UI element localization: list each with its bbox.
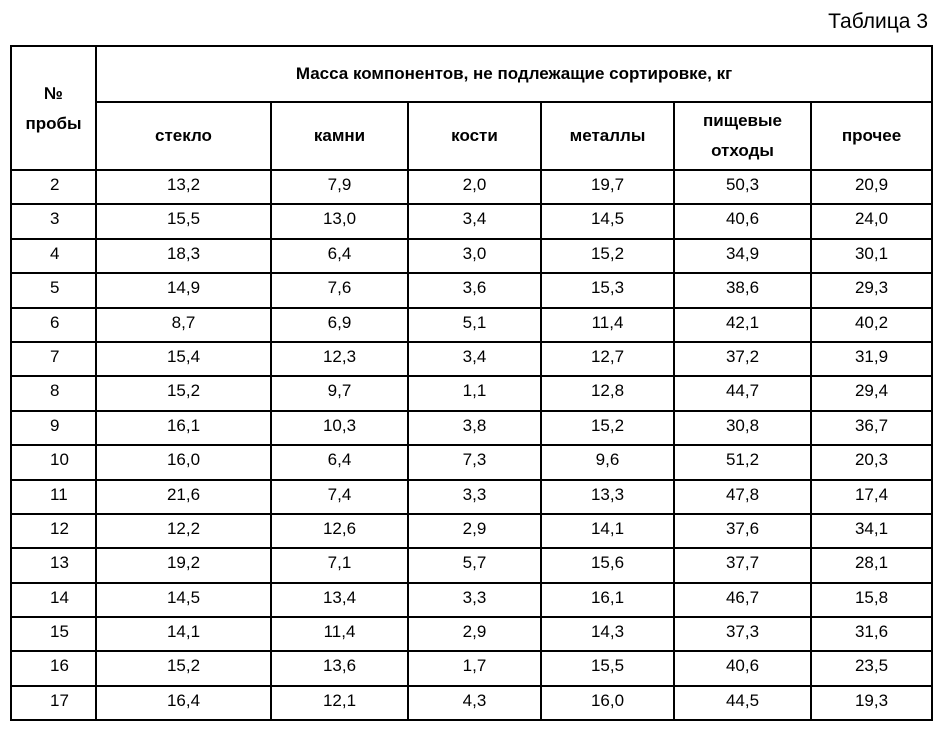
sample-number-cell: 12 bbox=[11, 514, 96, 548]
column-header-stones: камни bbox=[271, 102, 408, 170]
table-row bbox=[11, 651, 932, 685]
value-cell-bones: 2,9 bbox=[408, 514, 541, 548]
value-cell-glass: 12,2 bbox=[96, 514, 271, 548]
sample-number-header bbox=[11, 46, 96, 170]
sample-number-cell: 8 bbox=[11, 376, 96, 410]
value-cell-stones: 10,3 bbox=[271, 411, 408, 445]
component-mass-group-header: Масса компонентов, не подлежащие сортировке, кг bbox=[96, 46, 932, 102]
value-cell-bones: 2,0 bbox=[408, 170, 541, 204]
value-cell-glass: 8,7 bbox=[96, 308, 271, 342]
sample-number-cell: 7 bbox=[11, 342, 96, 376]
sample-number-cell: 16 bbox=[11, 651, 96, 685]
value-cell-stones: 6,9 bbox=[271, 308, 408, 342]
value-cell-food-waste: 44,5 bbox=[674, 686, 811, 720]
value-cell-food-waste: 40,6 bbox=[674, 204, 811, 238]
value-cell-food-waste: 37,3 bbox=[674, 617, 811, 651]
table-row bbox=[11, 204, 932, 238]
value-cell-metals: 15,2 bbox=[541, 411, 674, 445]
value-cell-glass: 15,4 bbox=[96, 342, 271, 376]
value-cell-other: 30,1 bbox=[811, 239, 932, 273]
column-header-bones: кости bbox=[408, 102, 541, 170]
value-cell-stones: 6,4 bbox=[271, 239, 408, 273]
value-cell-bones: 3,0 bbox=[408, 239, 541, 273]
value-cell-bones: 3,3 bbox=[408, 583, 541, 617]
value-cell-bones: 1,1 bbox=[408, 376, 541, 410]
value-cell-food-waste: 37,7 bbox=[674, 548, 811, 582]
sample-number-cell: 6 bbox=[11, 308, 96, 342]
table-row bbox=[11, 514, 932, 548]
value-cell-stones: 12,3 bbox=[271, 342, 408, 376]
value-cell-bones: 3,3 bbox=[408, 480, 541, 514]
value-cell-glass: 15,2 bbox=[96, 376, 271, 410]
value-cell-glass: 16,1 bbox=[96, 411, 271, 445]
value-cell-food-waste: 37,6 bbox=[674, 514, 811, 548]
table-row bbox=[11, 411, 932, 445]
value-cell-bones: 1,7 bbox=[408, 651, 541, 685]
value-cell-bones: 3,4 bbox=[408, 204, 541, 238]
table-row bbox=[11, 273, 932, 307]
value-cell-glass: 19,2 bbox=[96, 548, 271, 582]
value-cell-other: 31,9 bbox=[811, 342, 932, 376]
value-cell-other: 17,4 bbox=[811, 480, 932, 514]
table-caption: Таблица 3 bbox=[828, 10, 928, 33]
value-cell-food-waste: 47,8 bbox=[674, 480, 811, 514]
value-cell-other: 34,1 bbox=[811, 514, 932, 548]
value-cell-glass: 14,5 bbox=[96, 583, 271, 617]
value-cell-glass: 14,9 bbox=[96, 273, 271, 307]
value-cell-food-waste: 42,1 bbox=[674, 308, 811, 342]
value-cell-food-waste: 34,9 bbox=[674, 239, 811, 273]
value-cell-bones: 2,9 bbox=[408, 617, 541, 651]
table-row bbox=[11, 445, 932, 479]
value-cell-glass: 16,4 bbox=[96, 686, 271, 720]
sample-number-cell: 9 bbox=[11, 411, 96, 445]
value-cell-stones: 13,4 bbox=[271, 583, 408, 617]
value-cell-stones: 13,6 bbox=[271, 651, 408, 685]
value-cell-metals: 19,7 bbox=[541, 170, 674, 204]
column-header-glass: стекло bbox=[96, 102, 271, 170]
value-cell-stones: 9,7 bbox=[271, 376, 408, 410]
value-cell-stones: 7,6 bbox=[271, 273, 408, 307]
value-cell-food-waste: 44,7 bbox=[674, 376, 811, 410]
value-cell-stones: 12,6 bbox=[271, 514, 408, 548]
value-cell-other: 31,6 bbox=[811, 617, 932, 651]
value-cell-stones: 6,4 bbox=[271, 445, 408, 479]
value-cell-other: 20,3 bbox=[811, 445, 932, 479]
value-cell-glass: 16,0 bbox=[96, 445, 271, 479]
sample-number-header-line1: № bbox=[44, 84, 63, 103]
header-row-group bbox=[11, 46, 932, 102]
table-row bbox=[11, 686, 932, 720]
data-table bbox=[10, 45, 933, 721]
table-row bbox=[11, 170, 932, 204]
value-cell-metals: 15,6 bbox=[541, 548, 674, 582]
value-cell-metals: 14,1 bbox=[541, 514, 674, 548]
value-cell-stones: 12,1 bbox=[271, 686, 408, 720]
value-cell-metals: 15,3 bbox=[541, 273, 674, 307]
table-row bbox=[11, 617, 932, 651]
value-cell-metals: 13,3 bbox=[541, 480, 674, 514]
value-cell-food-waste: 30,8 bbox=[674, 411, 811, 445]
value-cell-stones: 13,0 bbox=[271, 204, 408, 238]
value-cell-other: 36,7 bbox=[811, 411, 932, 445]
value-cell-glass: 21,6 bbox=[96, 480, 271, 514]
sample-number-cell: 15 bbox=[11, 617, 96, 651]
table-row bbox=[11, 583, 932, 617]
value-cell-metals: 12,7 bbox=[541, 342, 674, 376]
value-cell-other: 19,3 bbox=[811, 686, 932, 720]
sample-number-cell: 13 bbox=[11, 548, 96, 582]
value-cell-other: 40,2 bbox=[811, 308, 932, 342]
value-cell-other: 24,0 bbox=[811, 204, 932, 238]
value-cell-metals: 14,5 bbox=[541, 204, 674, 238]
value-cell-glass: 15,5 bbox=[96, 204, 271, 238]
value-cell-metals: 11,4 bbox=[541, 308, 674, 342]
value-cell-other: 29,4 bbox=[811, 376, 932, 410]
sample-number-cell: 17 bbox=[11, 686, 96, 720]
value-cell-bones: 3,8 bbox=[408, 411, 541, 445]
value-cell-bones: 5,7 bbox=[408, 548, 541, 582]
value-cell-bones: 5,1 bbox=[408, 308, 541, 342]
value-cell-food-waste: 51,2 bbox=[674, 445, 811, 479]
column-header-other: прочее bbox=[811, 102, 932, 170]
value-cell-stones: 11,4 bbox=[271, 617, 408, 651]
table-row bbox=[11, 376, 932, 410]
value-cell-stones: 7,1 bbox=[271, 548, 408, 582]
value-cell-other: 28,1 bbox=[811, 548, 932, 582]
value-cell-bones: 7,3 bbox=[408, 445, 541, 479]
column-header-food-waste: пищевые отходы bbox=[674, 102, 811, 170]
value-cell-other: 20,9 bbox=[811, 170, 932, 204]
value-cell-glass: 14,1 bbox=[96, 617, 271, 651]
value-cell-stones: 7,4 bbox=[271, 480, 408, 514]
value-cell-metals: 16,1 bbox=[541, 583, 674, 617]
value-cell-food-waste: 50,3 bbox=[674, 170, 811, 204]
value-cell-food-waste: 37,2 bbox=[674, 342, 811, 376]
value-cell-metals: 15,2 bbox=[541, 239, 674, 273]
value-cell-glass: 15,2 bbox=[96, 651, 271, 685]
column-header-metals: металлы bbox=[541, 102, 674, 170]
table-row bbox=[11, 342, 932, 376]
sample-number-cell: 14 bbox=[11, 583, 96, 617]
value-cell-metals: 12,8 bbox=[541, 376, 674, 410]
value-cell-other: 23,5 bbox=[811, 651, 932, 685]
value-cell-bones: 4,3 bbox=[408, 686, 541, 720]
sample-number-cell: 4 bbox=[11, 239, 96, 273]
sample-number-cell: 5 bbox=[11, 273, 96, 307]
table-row bbox=[11, 480, 932, 514]
value-cell-bones: 3,6 bbox=[408, 273, 541, 307]
sample-number-cell: 11 bbox=[11, 480, 96, 514]
value-cell-food-waste: 38,6 bbox=[674, 273, 811, 307]
table-row bbox=[11, 308, 932, 342]
sample-number-header-line2: пробы bbox=[25, 114, 82, 133]
value-cell-metals: 9,6 bbox=[541, 445, 674, 479]
sample-number-cell: 2 bbox=[11, 170, 96, 204]
table-row bbox=[11, 239, 932, 273]
value-cell-glass: 18,3 bbox=[96, 239, 271, 273]
value-cell-bones: 3,4 bbox=[408, 342, 541, 376]
value-cell-food-waste: 40,6 bbox=[674, 651, 811, 685]
value-cell-metals: 15,5 bbox=[541, 651, 674, 685]
sample-number-cell: 3 bbox=[11, 204, 96, 238]
value-cell-metals: 14,3 bbox=[541, 617, 674, 651]
value-cell-food-waste: 46,7 bbox=[674, 583, 811, 617]
value-cell-metals: 16,0 bbox=[541, 686, 674, 720]
table-body bbox=[11, 170, 932, 720]
sample-number-cell: 10 bbox=[11, 445, 96, 479]
value-cell-glass: 13,2 bbox=[96, 170, 271, 204]
value-cell-other: 15,8 bbox=[811, 583, 932, 617]
table-row bbox=[11, 548, 932, 582]
header-row-columns bbox=[11, 102, 932, 170]
value-cell-other: 29,3 bbox=[811, 273, 932, 307]
value-cell-stones: 7,9 bbox=[271, 170, 408, 204]
